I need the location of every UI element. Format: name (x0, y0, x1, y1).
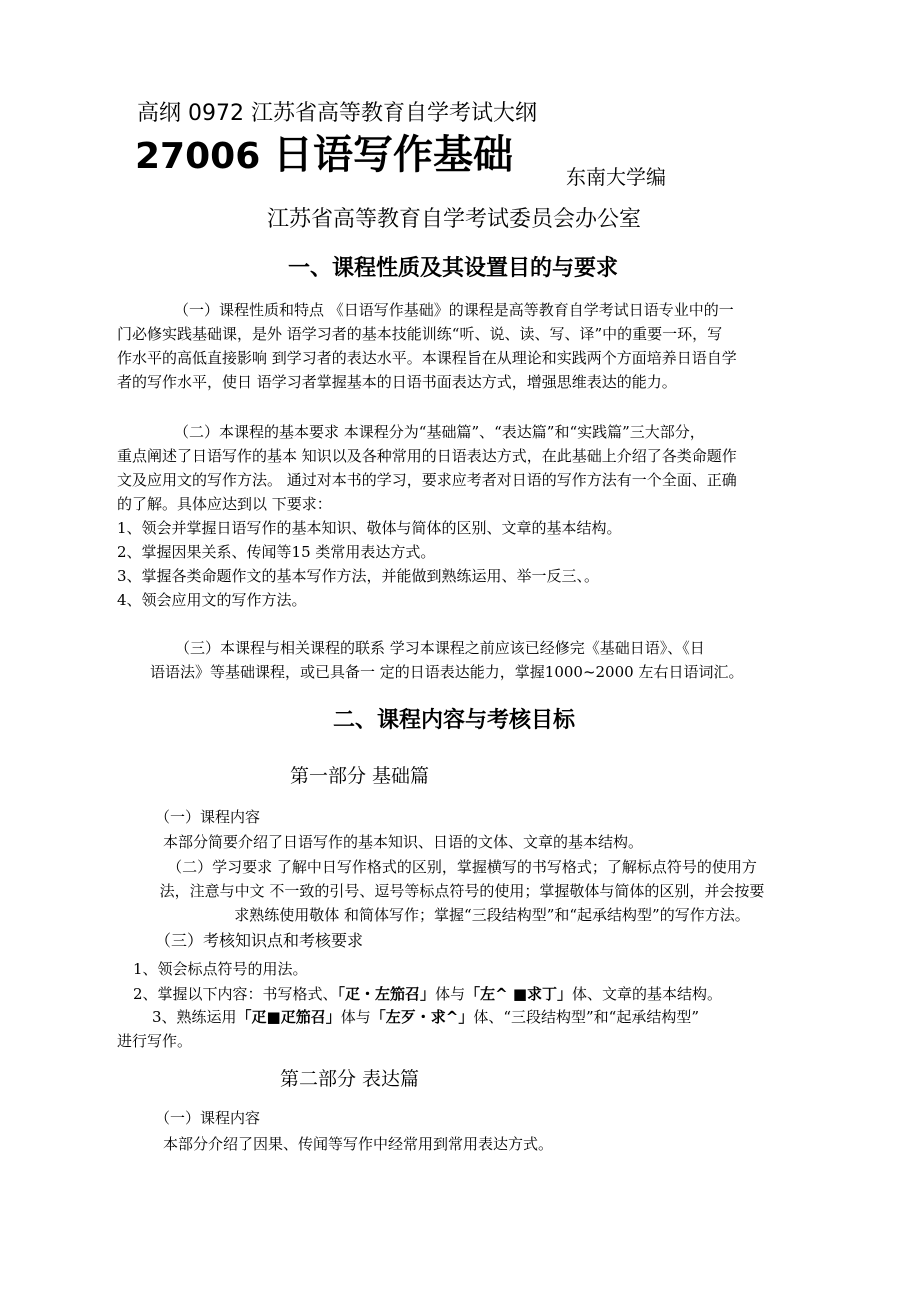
item-text: 2、掌握以下内容：书写格式、 (133, 985, 338, 1003)
part2-sub1-heading: （一）课程内容 (155, 1109, 261, 1127)
list-item: 2、掌握因果关系、传闻等15 类常用表达方式。 (117, 543, 436, 561)
paragraph-requirements (117, 420, 737, 516)
paragraph-line: 作水平的高低直接影响 到学习者的表达水平。本课程旨在从理论和实践两个方面培养日语自学 (117, 349, 737, 367)
paragraph-line: 者的写作水平，使日 语学习者掌握基本的日语书面表达方式，增强思维表达的能力。 (117, 373, 677, 391)
part1-sub2 (117, 855, 807, 927)
list-item: 3、掌握各类命题作文的基本写作方法，并能做到熟练运用、举一反三、。 (117, 567, 600, 585)
part1-sub3-heading: （三）考核知识点和考核要求 (155, 931, 364, 950)
assessment-item-1: 1、领会标点符号的用法。 (133, 960, 308, 978)
paragraph-line: 的了解。具体应达到以 下要求： (117, 495, 332, 513)
item-text: 体、文章的基本结构。 (572, 985, 723, 1003)
list-item: 1、领会并掌握日语写作的基本知识、敬体与简体的区别、文章的基本结构。 (117, 519, 622, 537)
paragraph-line: 门必修实践基础课，是外 语学习者的基本技能训练“听、说、读、写、译”中的重要一环，写 (117, 325, 723, 343)
item-text: 体与 (435, 985, 466, 1003)
paragraph-line: （二）本课程的基本要求 本课程分为“基础篇”、“表达篇”和“实践篇”三大部分， (174, 423, 705, 441)
paragraph-line: 文及应用文的写作方法。 通过对本书的学习，要求应考者对日语的写作方法有一个全面、正确 (117, 471, 737, 489)
course-code: 27006 (135, 136, 261, 177)
japanese-term: 「疋・左笳召」 (337, 985, 436, 1003)
japanese-term: 「疋■疋笳召」 (236, 1008, 341, 1026)
syllabus-code-line: 高纲 0972 江苏省高等教育自学考试大纲 (137, 101, 537, 126)
part2-sub1-text: 本部分介绍了因果、传闻等写作中经常用到常用表达方式。 (163, 1135, 554, 1153)
part1-sub1-heading: （一）课程内容 (155, 808, 261, 826)
paragraph-line: 求熟练使用敬体 和简体写作；掌握“三段结构型”和“起承结构型”的写作方法。 (234, 906, 750, 924)
list-item: 4、领会应用文的写作方法。 (117, 591, 307, 609)
section-heading-2: 二、课程内容与考核目标 (333, 708, 576, 733)
item-text: 体与 (340, 1008, 371, 1026)
requirements-list (117, 516, 622, 612)
item-text: 体、“三段结构型”和“起承结构型” (473, 1008, 700, 1026)
course-title: 日语写作基础 (273, 132, 513, 178)
paragraph-line: （一）课程性质和特点 《日语写作基础》的课程是高等教育自学考试日语专业中的一 (174, 301, 734, 319)
editor-credit: 东南大学编 (566, 165, 666, 189)
paragraph-line: 重点阐述了日语写作的基本 知识以及各种常用的日语表达方式，在此基础上介绍了各类命题作 (117, 447, 737, 465)
paragraph-line: （二）学习要求 了解中日写作格式的区别，掌握横写的书写格式；了解标点符号的使用方 (167, 858, 757, 876)
part2-title: 第二部分 表达篇 (280, 1068, 420, 1090)
paragraph-line: 语语法》等基础课程，或已具备一 定的日语表达能力，掌握1000~2000 左右日语词汇。 (150, 663, 744, 681)
part1-sub1-text: 本部分简要介绍了日语写作的基本知识、日语的文体、文章的基本结构。 (163, 833, 644, 851)
paragraph-related-courses (150, 636, 743, 684)
assessment-item-3 (117, 1005, 699, 1053)
issuing-office: 江苏省高等教育自学考试委员会办公室 (267, 207, 642, 232)
paragraph-line: （三）本课程与相关课程的联系 学习本课程之前应该已经修完《基础日语》、《日 (175, 639, 705, 657)
assessment-item-2 (133, 982, 722, 1006)
paragraph-nature (117, 298, 737, 394)
paragraph-line: 法，注意与中文 不一致的引号、逗号等标点符号的使用；掌握敬体与简体的区别，并会按要 (159, 882, 765, 900)
paragraph-line: 进行写作。 (117, 1032, 193, 1050)
paragraph-line (117, 1005, 699, 1029)
japanese-term: 「左歹・求^」 (370, 1008, 474, 1026)
japanese-term: 「左^ ■求丁」 (465, 985, 573, 1003)
part1-title: 第一部分 基础篇 (290, 765, 430, 787)
section-heading-1: 一、课程性质及其设置目的与要求 (288, 256, 619, 281)
item-text: 3、熟练运用 (152, 1008, 237, 1026)
